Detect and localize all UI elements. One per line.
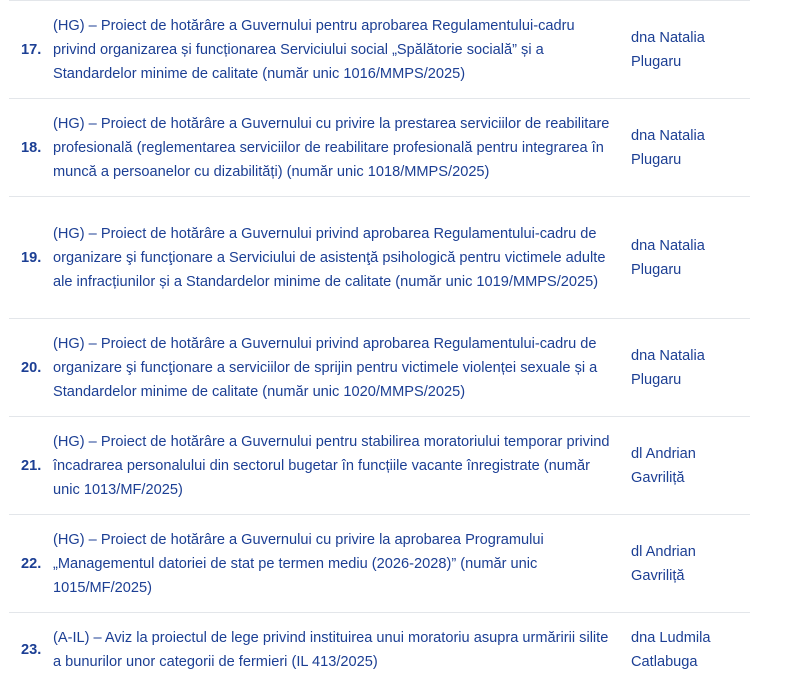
item-number: 18. [21, 139, 42, 156]
item-number: 23. [21, 641, 42, 658]
item-responsible: dna Natalia Plugaru [631, 127, 705, 168]
agenda-table [9, 0, 750, 687]
item-responsible: dna Natalia Plugaru [631, 347, 705, 388]
item-number: 17. [21, 41, 42, 58]
item-number: 19. [21, 249, 42, 266]
item-title: (HG) – Proiect de hotărâre a Guvernului cu privire la aprobarea Programului „Managementul datoriei de stat pe termen mediu (2026-2028)” (număr unic 1015/MF/2025) [53, 531, 544, 596]
item-title: (HG) – Proiect de hotărâre a Guvernului pentru stabilirea moratoriului temporar privind încadrarea personalului din sectorul bugetar în funcțiile vacante înregistrate (număr unic 1013/MF/2025) [53, 433, 610, 498]
table-row [9, 1, 750, 99]
item-number: 21. [21, 457, 42, 474]
item-responsible: dna Natalia Plugaru [631, 237, 705, 278]
item-title: (HG) – Proiect de hotărâre a Guvernului privind aprobarea Regulamentului-cadru de organizare şi funcţionare a Serviciului de asistenţă psihologică pentru victimele adulte ale infracțiunilor și a Standardelor minime de calitate (număr unic 1019/MMPS/2025) [53, 225, 606, 290]
item-responsible: dna Ludmila Catlabuga [631, 629, 711, 670]
item-responsible: dl Andrian Gavriliță [631, 543, 696, 584]
table-row [9, 515, 750, 613]
table-row [9, 417, 750, 515]
table-row [9, 319, 750, 417]
table-row [9, 197, 750, 319]
table-row [9, 99, 750, 197]
table-row [9, 613, 750, 687]
item-responsible: dna Natalia Plugaru [631, 29, 705, 70]
item-title: (HG) – Proiect de hotărâre a Guvernului pentru aprobarea Regulamentului-cadru privind organizarea și funcționarea Serviciului social „Spălătorie socială” și a Standardelor minime de calitate (număr unic 1016/MMPS/2025) [53, 17, 575, 82]
item-title: (HG) – Proiect de hotărâre a Guvernului cu privire la prestarea serviciilor de reabilitare profesională (reglementarea serviciilor de reabilitare profesională pentru integrarea în muncă a persoanelor cu dizabilități) (număr unic 1018/MMPS/2025) [53, 115, 610, 180]
item-number: 20. [21, 359, 42, 376]
item-title: (A-IL) – Aviz la proiectul de lege privind instituirea unui moratoriu asupra urmăririi silite a bunurilor unor categorii de fermieri (IL 413/2025) [53, 629, 609, 670]
item-title: (HG) – Proiect de hotărâre a Guvernului privind aprobarea Regulamentului-cadru de organizare şi funcţionare a serviciilor de sprijin pentru victimele violenței sexuale și a Standardelor minime de calitate (număr unic 1020/MMPS/2025) [53, 335, 598, 400]
item-number: 22. [21, 555, 42, 572]
item-responsible: dl Andrian Gavriliță [631, 445, 696, 486]
